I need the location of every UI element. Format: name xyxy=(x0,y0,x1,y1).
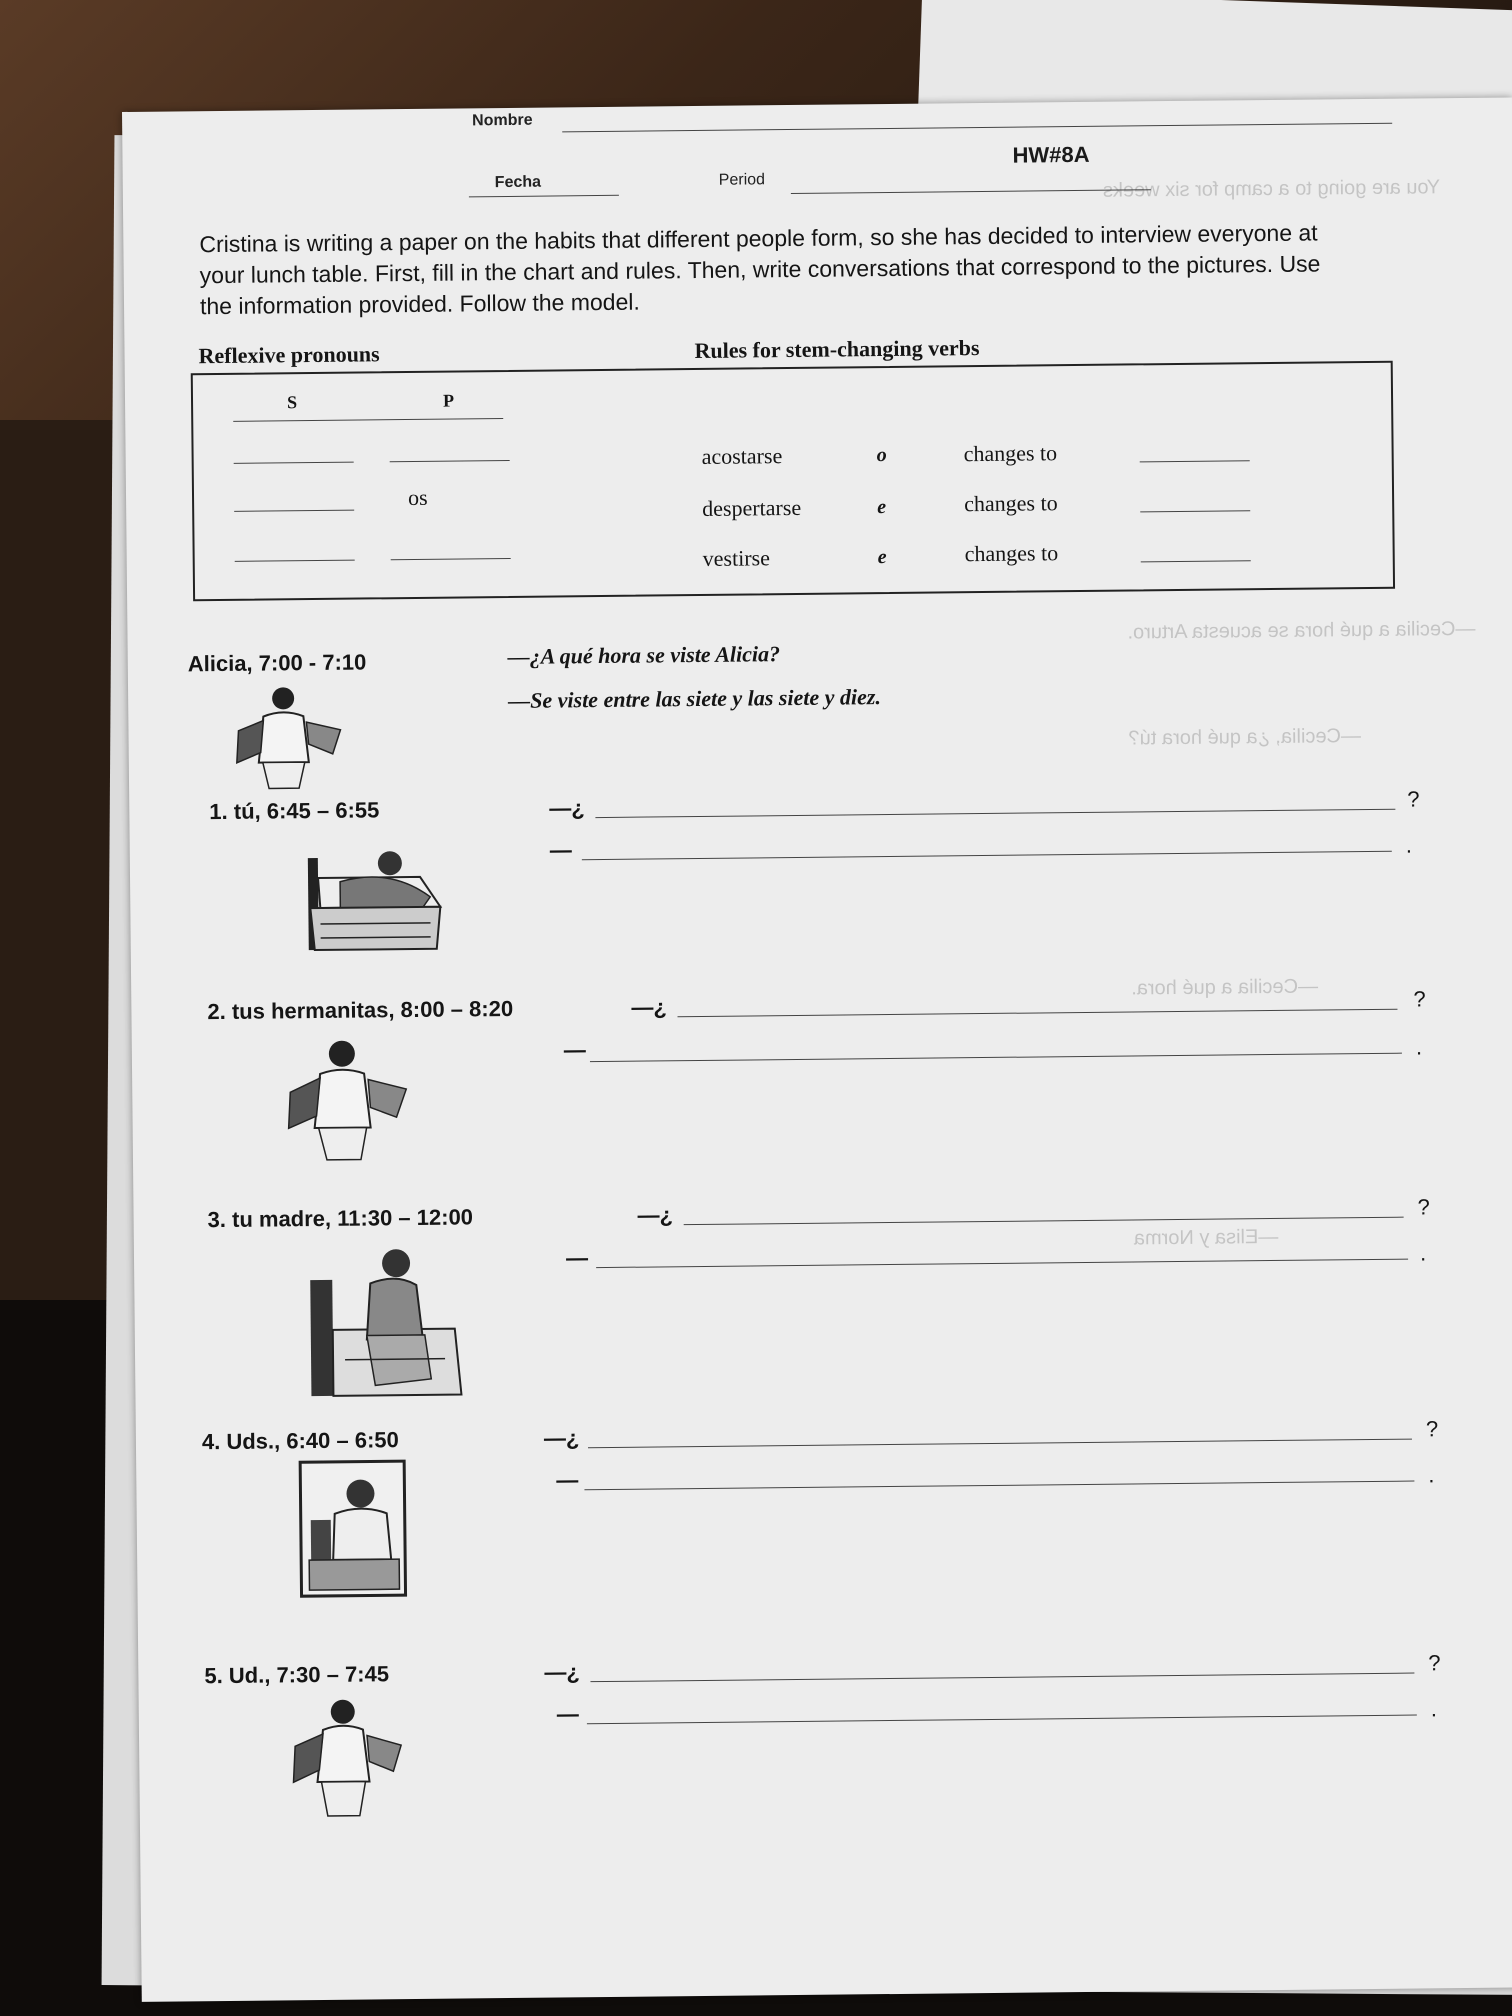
person-sitting-on-bed-icon xyxy=(304,1238,466,1400)
item-1-question-line[interactable] xyxy=(595,809,1395,818)
question-close: ? xyxy=(1428,1650,1441,1676)
fecha-label: Fecha xyxy=(494,173,542,192)
answer-close: . xyxy=(1419,1240,1427,1266)
bleed-through-text: —Cecilia a qué hora se acuesta Arturo. xyxy=(1127,617,1476,644)
pronoun-blank-3s[interactable] xyxy=(235,560,355,562)
item-4-question-line[interactable] xyxy=(588,1439,1412,1449)
singular-column-header: S xyxy=(286,392,298,413)
bleed-through-text: —Cecilia, ¿a qué hora tú? xyxy=(1128,725,1362,750)
question-close: ? xyxy=(1425,1416,1439,1442)
model-question: —¿A qué hora se viste Alicia? xyxy=(507,641,781,669)
homework-tag: HW#8A xyxy=(1012,141,1090,168)
rule-vowel-o: o xyxy=(876,444,887,467)
bleed-through-text: You are going to a camp for six weeks xyxy=(1102,176,1441,202)
chart-box xyxy=(191,361,1395,602)
item-3-answer-line[interactable] xyxy=(596,1259,1408,1269)
item-1-label: 1. tú, 6:45 – 6:55 xyxy=(209,797,380,825)
answer-open: — xyxy=(563,1037,586,1063)
question-close: ? xyxy=(1407,786,1420,812)
item-1-answer-line[interactable] xyxy=(582,851,1392,860)
item-5-label: 5. Ud., 7:30 – 7:45 xyxy=(204,1661,390,1689)
question-open: —¿ xyxy=(549,795,585,821)
stem-changing-rules-heading: Rules for stem-changing verbs xyxy=(694,335,980,364)
question-open: —¿ xyxy=(637,1202,674,1228)
item-2-answer-line[interactable] xyxy=(590,1053,1402,1063)
worksheet-page xyxy=(122,97,1512,2001)
answer-close: . xyxy=(1415,1034,1423,1060)
bleed-through-text: —Elisa y Norma xyxy=(1133,1225,1279,1250)
rule-vowel-e: e xyxy=(877,546,887,569)
instructions-text: Cristina is writing a paper on the habits that different people form, so she has decided to interview everyone at your lunch table. First, fill in the chart and rules. Then, write conversations that correspond to the pictures. Use the information provided. Follow the model. xyxy=(199,219,1321,320)
answer-open: — xyxy=(556,1701,579,1727)
rule-vowel-e: e xyxy=(877,496,887,519)
person-waking-icon xyxy=(298,1459,407,1598)
answer-close: . xyxy=(1428,1462,1435,1488)
rule-changes-to: changes to xyxy=(963,440,1058,467)
rule-changes-to: changes to xyxy=(964,540,1059,567)
rule-answer-blank-3[interactable] xyxy=(1141,560,1251,562)
question-close: ? xyxy=(1413,986,1426,1012)
plural-column-header: P xyxy=(442,390,455,411)
answer-close: . xyxy=(1430,1696,1438,1722)
question-open: —¿ xyxy=(631,994,667,1020)
item-5-question-line[interactable] xyxy=(590,1673,1414,1683)
item-4-label: 4. Uds., 6:40 – 6:50 xyxy=(201,1427,399,1455)
person-sleeping-icon xyxy=(300,837,451,957)
fecha-line[interactable] xyxy=(469,195,619,198)
model-label: Alicia, 7:00 - 7:10 xyxy=(187,649,367,677)
item-3-label: 3. tu madre, 11:30 – 12:00 xyxy=(207,1204,474,1233)
bleed-through-text: —Cecilia a qué hora. xyxy=(1131,975,1319,1000)
period-line[interactable] xyxy=(791,189,1151,194)
rule-verb-acostarse: acostarse xyxy=(701,443,783,469)
rule-changes-to: changes to xyxy=(964,490,1058,517)
item-3-question-line[interactable] xyxy=(684,1217,1404,1226)
answer-close: . xyxy=(1405,832,1413,858)
rule-answer-blank-2[interactable] xyxy=(1140,510,1250,512)
rule-answer-blank-1[interactable] xyxy=(1140,460,1250,462)
item-2-label: 2. tus hermanitas, 8:00 – 8:20 xyxy=(207,995,514,1025)
model-answer: —Se viste entre las siete y las siete y diez. xyxy=(508,684,881,713)
answer-open: — xyxy=(556,1467,579,1493)
column-header-underline xyxy=(233,418,503,422)
nombre-label: Nombre xyxy=(472,111,533,130)
pronoun-blank-1p[interactable] xyxy=(390,460,510,462)
answer-open: — xyxy=(565,1245,589,1271)
person-dressing-icon xyxy=(282,1035,413,1164)
answer-open: — xyxy=(549,837,572,863)
nombre-line[interactable] xyxy=(562,123,1392,133)
person-dressing-icon xyxy=(228,682,349,793)
pronoun-blank-2s[interactable] xyxy=(234,510,354,512)
question-close: ? xyxy=(1417,1194,1430,1220)
item-4-answer-line[interactable] xyxy=(584,1481,1414,1491)
person-dressing-icon xyxy=(287,1695,408,1822)
reflexive-pronouns-heading: Reflexive pronouns xyxy=(198,341,380,369)
question-open: —¿ xyxy=(544,1659,580,1685)
pronoun-blank-3p[interactable] xyxy=(391,558,511,560)
pronoun-blank-1s[interactable] xyxy=(234,462,354,464)
period-label: Period xyxy=(718,171,766,189)
rule-verb-vestirse: vestirse xyxy=(702,545,771,571)
item-5-answer-line[interactable] xyxy=(587,1715,1417,1725)
given-pronoun-os: os xyxy=(407,484,428,511)
item-2-question-line[interactable] xyxy=(677,1009,1397,1018)
rule-verb-despertarse: despertarse xyxy=(702,494,802,521)
question-open: —¿ xyxy=(543,1425,580,1451)
